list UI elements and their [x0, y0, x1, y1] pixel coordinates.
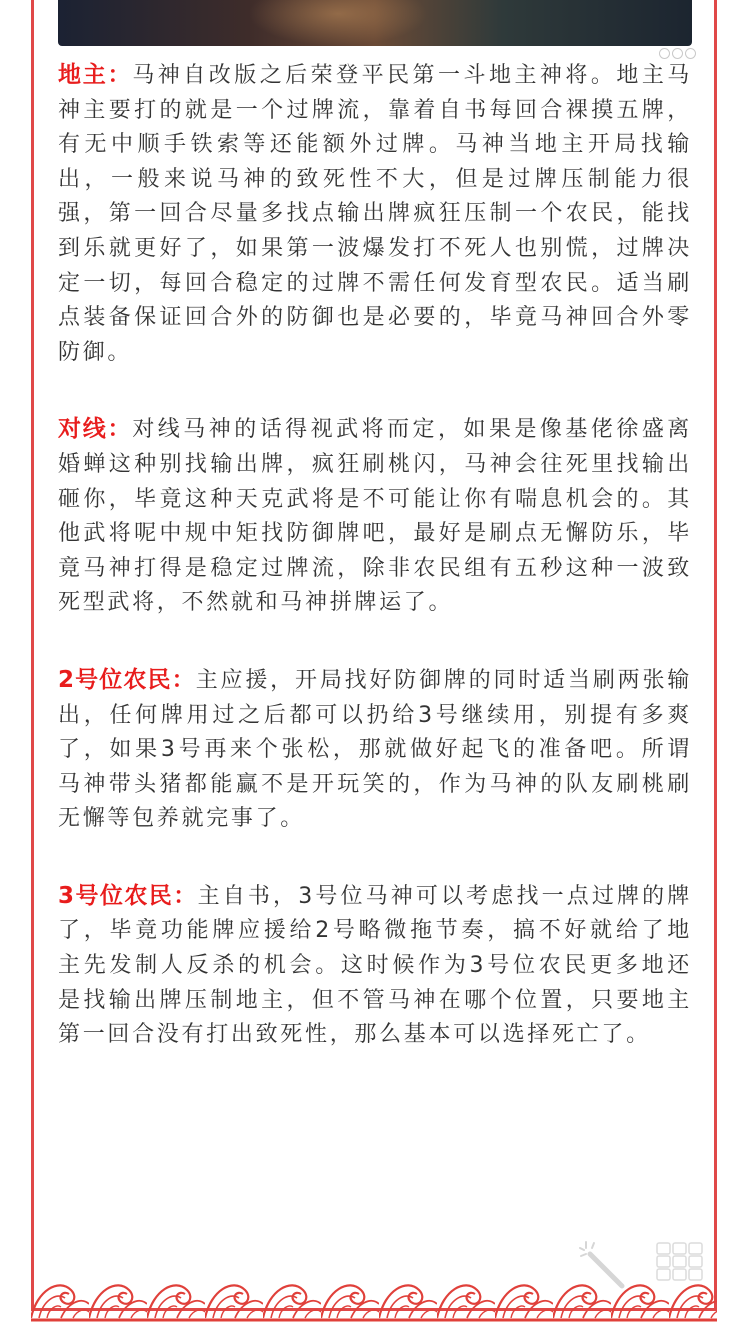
hero-image	[58, 0, 692, 46]
paragraph-farmer-3	[58, 879, 692, 1053]
paragraph-label: 地主：	[58, 62, 133, 88]
paragraph-farmer-2	[58, 663, 692, 837]
paragraph-text: 对线马神的话得视武将而定，如果是像基佬徐盛离婚蝉这种别找输出牌，疯狂刷桃闪，马神会往死里找输出砸你，毕竟这种天克武将是不可能让你有喘息机会的。其他武将呢中规中矩找防御牌吧，最好是刷点无懈防乐，毕竟马神打得是稳定过牌流，除非农民组有五秒这种一波致死型武将，不然就和马神拼牌运了。	[58, 417, 692, 616]
paragraph-label: 对线：	[58, 416, 133, 443]
paragraph-landlord	[58, 58, 692, 370]
paragraph-label: 2号位农民：	[58, 666, 196, 693]
paragraph-text: 主应援，开局找好防御牌的同时适当刷两张输出，任何牌用过之后都可以扔给3号继续用，别提有多爽了，如果3号再来个张松，那就做好起飞的准备吧。所谓马神带头猪都能赢不是开玩笑的，作为马神的队友刷桃刷无懈等包养就完事了。	[58, 667, 692, 832]
paragraph-opponent	[58, 412, 692, 621]
paragraph-label: 3号位农民：	[58, 882, 198, 909]
wave-border-decoration	[31, 1260, 717, 1322]
paragraph-text: 马神自改版之后荣登平民第一斗地主神将。地主马神主要打的就是一个过牌流，靠着自书每回合裸摸五牌，有无中顺手铁索等还能额外过牌。马神当地主开局找输出，一般来说马神的致死性不大，但是过牌压制能力很强，第一回合尽量多找点输出牌疯狂压制一个农民，能找到乐就更好了，如果第一波爆发打不死人也别慌，过牌决定一切，每回合稳定的过牌不需任何发育型农民。适当刷点装备保证回合外的防御也是必要的，毕竟马神回合外零防御。	[58, 63, 692, 365]
paragraph-text: 主自书，3号位马神可以考虑找一点过牌的牌了，毕竟功能牌应援给2号略微拖节奏，搞不好就给了地主先发制人反杀的机会。这时候作为3号位农民更多地还是找输出牌压制地主，但不管马神在哪个位置，只要地主第一回合没有打出致死性，那么基本可以选择死亡了。	[58, 883, 692, 1048]
article-body	[58, 58, 692, 1095]
